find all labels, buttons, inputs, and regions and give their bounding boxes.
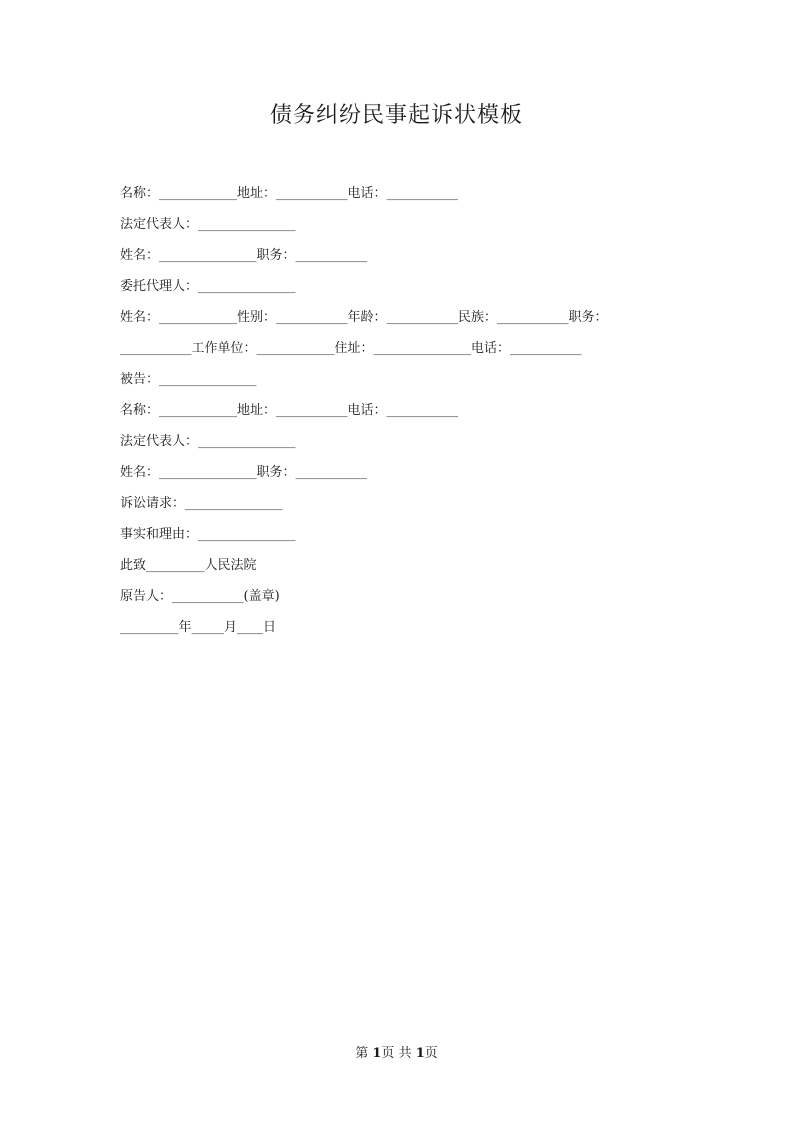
agent-details-line: 姓名：____________性别：___________年龄：___________民族：___________职务：: [120, 310, 608, 325]
total-page-number: 1: [415, 1046, 425, 1061]
current-page-number: 1: [372, 1046, 382, 1061]
claims-line: 诉讼请求：_______________: [120, 496, 283, 511]
plaintiff-signature-line: 原告人：___________(盖章): [120, 589, 280, 604]
plaintiff-org-line: 名称：____________地址：___________电话：___________: [120, 186, 459, 201]
defendant-line: 被告：_______________: [120, 372, 257, 387]
defendant-legal-rep-line: 法定代表人：_______________: [120, 434, 296, 449]
footer-suffix: 页: [424, 1046, 438, 1061]
court-address-line: 此致_________人民法院: [120, 558, 257, 573]
agent-line: 委托代理人：_______________: [120, 279, 296, 294]
footer-middle: 页 共: [381, 1046, 416, 1061]
plaintiff-legal-rep-line: 法定代表人：_______________: [120, 217, 296, 232]
footer-prefix: 第: [355, 1046, 373, 1061]
document-title: 债务纠纷民事起诉状模板: [269, 103, 523, 128]
page-footer: [0, 1042, 793, 1061]
defendant-rep-name-line: 姓名：_______________职务：___________: [120, 465, 368, 480]
facts-reasons-line: 事实和理由：_______________: [120, 527, 296, 542]
form-body: [120, 184, 680, 649]
agent-details-line-2: ___________工作单位：____________住址：_______________电话：___________: [120, 341, 582, 356]
date-line: _________年_____月____日: [120, 620, 277, 635]
defendant-org-line: 名称：____________地址：___________电话：___________: [120, 403, 459, 418]
plaintiff-rep-name-line: 姓名：_______________职务：___________: [120, 248, 368, 263]
